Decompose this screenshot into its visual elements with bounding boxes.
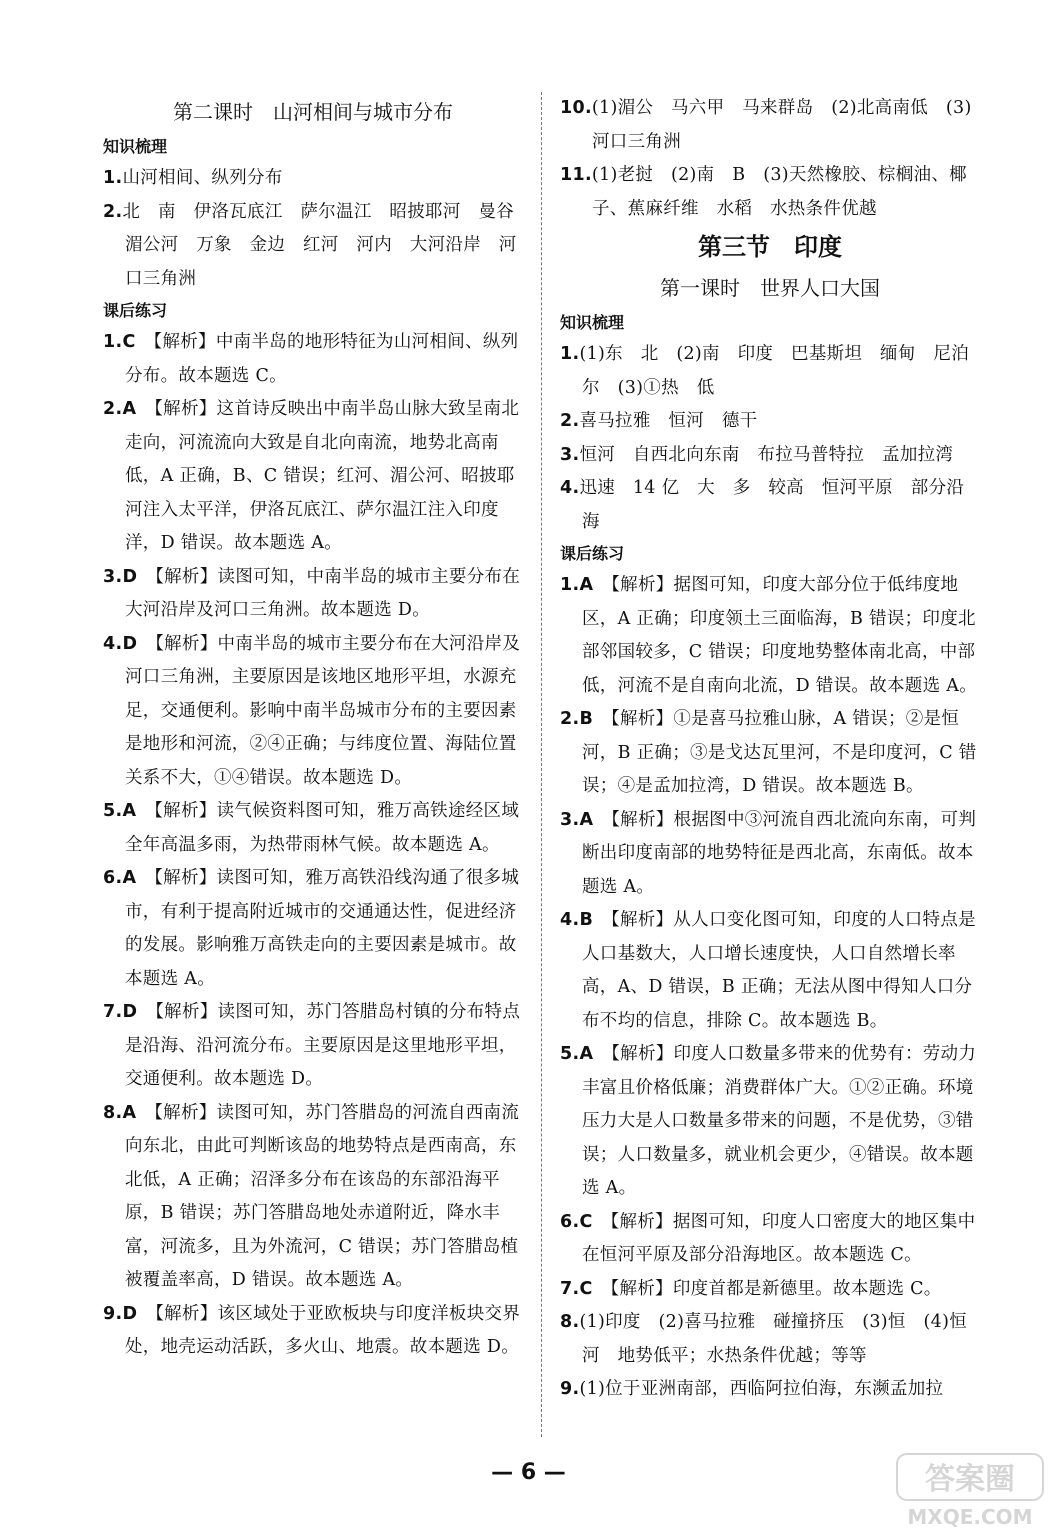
exercise-item: 5.A 【解析】印度人口数量多带来的优势有：劳动力丰富且价格低廉；消费群体广大。①②正确。环境压力大是人口数量多带来的问题，不是优势，③错误；人口数量多，就业机会更少，④错误。故本题选 A。 [560,1044,977,1198]
watermark-text: 答案圈 [925,1462,1015,1497]
exercise-item: 4.D 【解析】中南半岛的城市主要分布在大河沿岸及河口三角洲，主要原因是该地区地形平坦，水源充足，交通便利。影响中南半岛城市分布的主要因素是地形和河流，②④正确；与纬度位置、海陆位置关系不大，①④错误。故本题选 D。 [103,633,521,788]
continued-list [560,92,980,226]
exercise-item: 6.C 【解析】据图可知，印度人口密度大的地区集中在恒河平原及部分沿海地区。故本题选 C。 [560,1211,976,1265]
exercise-list [560,569,980,1407]
exercise-item: 3.D 【解析】读图可知，中南半岛的城市主要分布在大河沿岸及河口三角洲。故本题选 D。 [103,566,521,620]
exercise-item: 6.A 【解析】读图可知，雅万高铁沿线沟通了很多城市，有利于提高附近城市的交通通达性，促进经济的发展。影响雅万高铁走向的主要因素是城市。故本题选 A。 [103,868,520,989]
section-label-knowledge: 知识梳理 [103,137,168,156]
watermark-url: MXQE.COM [907,1505,1033,1529]
exercise-item: 4.B 【解析】从人口变化图可知，印度的人口特点是人口基数大，人口增长速度快，人口自然增长率高，A、D 错误，B 正确；无法从图中得知人口分布不均的信息，排除 C。故本题选 B。 [560,910,976,1031]
exercise-item: 9.(1)位于亚洲南部，西临阿拉伯海，东濒孟加拉 [560,1379,944,1399]
section-label-exercises: 课后练习 [560,544,625,563]
knowledge-list [103,162,532,296]
exercise-item: 9.D 【解析】该区域处于亚欧板块与印度洋板块交界处，地壳运动活跃，多火山、地震。故本题选 D。 [103,1303,521,1357]
exercise-item: 8.(1)印度 (2)喜马拉雅 碰撞挤压 (3)恒 (4)恒河 地势低平；水热条件优越；等等 [560,1312,967,1366]
continued-item: 10.(1)湄公 马六甲 马来群岛 (2)北高南低 (3)河口三角洲 [560,98,972,152]
exercise-item: 3.A 【解析】根据图中③河流自西北流向东南，可判断出印度南部的地势特征是西北高，东南低。故本题选 A。 [560,809,977,897]
watermark-logo [895,1452,1045,1530]
exercise-item: 2.B 【解析】①是喜马拉雅山脉，A 错误；②是恒河，B 正确；③是戈达瓦里河，不是印度河，C 错误；④是孟加拉湾，D 错误。故本题选 B。 [560,709,977,796]
left-column [103,92,532,1365]
continued-item: 11.(1)老挝 (2)南 B (3)天然橡胶、棕榈油、椰子、蕉麻纤维 水稻 水热条件优越 [560,165,967,219]
lesson-title: 第二课时 山河相间与城市分布 [173,100,453,124]
knowledge-item: 1.山河相间、纵列分布 [103,168,283,188]
knowledge-item: 2.北 南 伊洛瓦底江 萨尔温江 昭披耶河 曼谷 湄公河 万象 金边 红河 河内 大河沿岸 河口三角洲 [103,201,532,289]
knowledge-item: 2.喜马拉雅 恒河 德干 [560,411,758,431]
knowledge-item: 1.(1)东 北 (2)南 印度 巴基斯坦 缅甸 尼泊尔 (3)①热 低 [560,344,970,398]
section-label-exercises: 课后练习 [103,301,168,320]
column-divider [541,92,542,1437]
page-number: — 6 — [491,1460,566,1485]
exercise-item: 1.C 【解析】中南半岛的地形特征为山河相间、纵列分布。故本题选 C。 [103,332,519,386]
exercise-item: 1.A 【解析】据图可知，印度大部分位于低纬度地区，A 正确；印度领土三面临海，B 错误；印度北部邻国较多，C 错误；印度地势整体南北高，中部低，河流不是自南向北流，D 错误。故本题选 A。 [560,575,977,696]
knowledge-item: 3.恒河 自西北向东南 布拉马普特拉 孟加拉湾 [560,444,954,465]
section-label-knowledge: 知识梳理 [560,313,625,332]
exercise-item: 7.C 【解析】印度首都是新德里。故本题选 C。 [560,1278,942,1299]
lesson-title: 第一课时 世界人口大国 [660,276,880,300]
section-heading: 第三节 印度 [698,233,842,261]
exercise-list [103,326,523,1365]
exercise-item: 5.A 【解析】读气候资料图可知，雅万高铁途经区域全年高温多雨，为热带雨林气候。故本题选 A。 [103,801,520,855]
exercise-item: 7.D 【解析】读图可知，苏门答腊岛村镇的分布特点是沿海、沿河流分布。主要原因是这里地形平坦，交通便利。故本题选 D。 [103,1002,521,1089]
exercise-item: 2.A 【解析】这首诗反映出中南半岛山脉大致呈南北走向，河流流向大致是自北向南流，地势北高南低，A 正确，B、C 错误；红河、湄公河、昭披耶河注入太平洋，伊洛瓦底江、萨尔温江注入印度洋，D 错误。故本题选 A。 [103,399,520,553]
exercise-item: 8.A 【解析】读图可知，苏门答腊岛的河流自西南流向东北，由此可判断该岛的地势特点是西南高，东北低，A 正确；沼泽多分布在该岛的东部沿海平原，B 错误；苏门答腊岛地处赤道附近，降水丰富，河流多，且为外流河，C 错误；苏门答腊岛植被覆盖率高，D 错误。故本题选 A。 [103,1102,520,1290]
knowledge-list [560,338,980,539]
knowledge-item: 4.迅速 14 亿 大 多 较高 恒河平原 部分沿海 [560,478,965,532]
right-column [560,92,980,1407]
